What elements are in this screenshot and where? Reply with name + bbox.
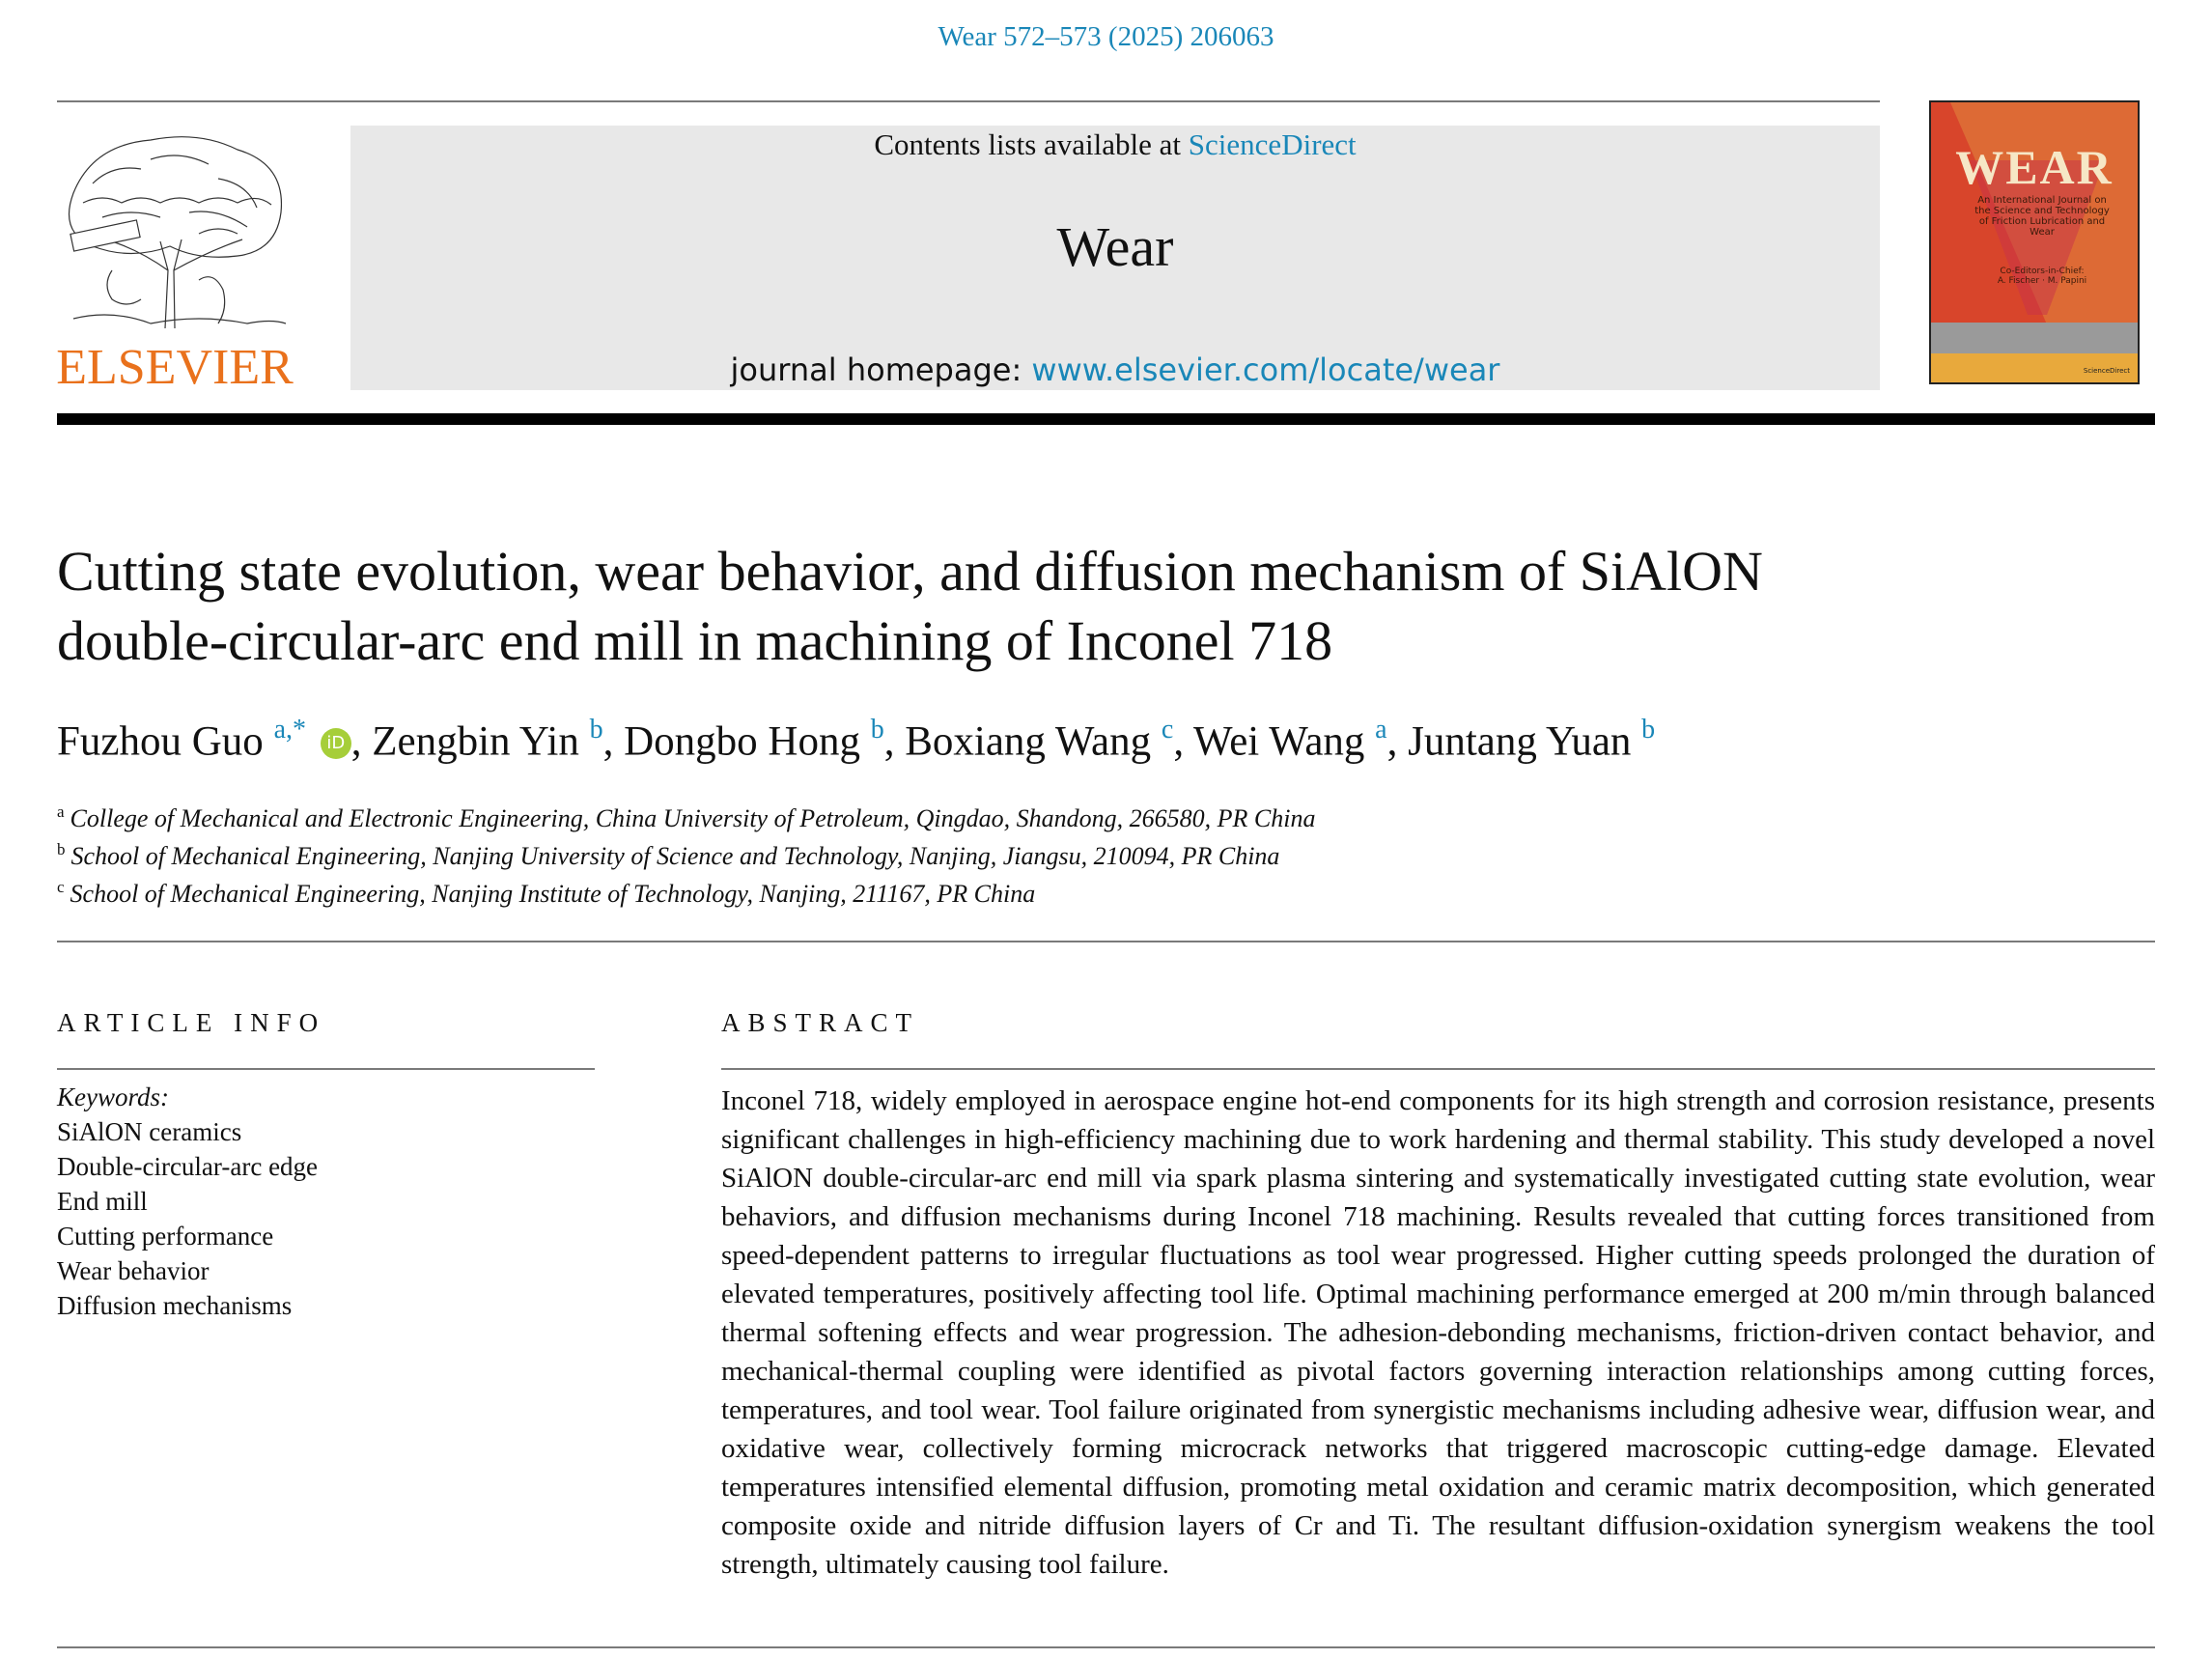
keyword-item: Cutting performance — [57, 1222, 274, 1251]
homepage-line — [350, 351, 1880, 388]
article-info-heading: ARTICLE INFO — [57, 1008, 326, 1037]
cover-editors — [1970, 267, 2114, 286]
affiliation-mark: c — [57, 878, 65, 896]
cover-editors-label: Co-Editors-in-Chief: — [2000, 267, 2085, 276]
affiliation-item — [57, 801, 2085, 839]
citation-link[interactable]: Wear 572–573 (2025) 206063 — [938, 21, 1274, 52]
keywords-block — [57, 1080, 595, 1323]
publisher-name: ELSEVIER — [56, 340, 294, 395]
author-affiliation-marker[interactable]: b — [589, 715, 603, 745]
article-info-rule — [57, 1068, 595, 1070]
author-name[interactable]: Dongbo Hong — [624, 718, 860, 765]
cover-editors-names: A. Fischer · M. Papini — [1997, 276, 2087, 286]
affiliation-mark: b — [57, 840, 66, 858]
abstract-text: Inconel 718, widely employed in aerospace engine hot-end components for its high strength and corrosion resistance, presents significant challenges in high-efficiency machining due to work hardening and thermal stability. This study developed a novel SiAlON double-circular-arc end mill via spark plasma sintering and systematically investigated cutting state evolution, wear behaviors, and diffusion mechanisms during Inconel 718 machining. Results revealed that cutting forces transitioned from speed-dependent patterns to irregular fluctuations as tool wear progressed. Higher cutting speeds prolonged the duration of elevated temperatures, positively affecting tool life. Optimal machining performance emerged at 200 m/min through balanced thermal softening effects and wear progression. The adhesion-debonding mechanisms, friction-driven contact behavior, and mechanical-thermal coupling were identified as pivotal factors governing interaction relationships among cutting forces, temperatures, and tool wear. Tool failure originated from synergistic mechanisms including adhesive wear, diffusion wear, and oxidative wear, collectively forming microcrack networks that triggered macroscopic cutting-edge damage. Elevated temperatures intensified elemental diffusion, promoting metal oxidation and ceramic matrix decomposition, which generated composite oxide and nitride diffusion layers of Cr and Ti. The resultant diffusion-oxidation synergism weakens the tool strength, ultimately causing tool failure. — [721, 1085, 2155, 1580]
contents-prefix: Contents lists available at — [874, 127, 1189, 161]
homepage-prefix: journal homepage: — [730, 351, 1032, 388]
affiliation-text: College of Mechanical and Electronic Engineering, China University of Petroleum, Qingdao, Shandong, 266580, PR China — [70, 804, 1316, 832]
keywords-label: Keywords: — [57, 1083, 169, 1111]
abstract-rule — [721, 1068, 2155, 1070]
keyword-item: Double-circular-arc edge — [57, 1152, 319, 1181]
journal-masthead — [350, 126, 1880, 390]
affiliation-text: School of Mechanical Engineering, Nanjing University of Science and Technology, Nanjing, Jiangsu, 210094, PR China — [70, 842, 1280, 870]
affiliation-list — [57, 801, 2085, 914]
title-line-2: double-circular-arc end mill in machining of Inconel 718 — [57, 609, 1333, 672]
author-name[interactable]: Wei Wang — [1193, 718, 1365, 765]
abstract-heading: ABSTRACT — [721, 1008, 920, 1037]
affiliation-mark: a — [57, 802, 65, 821]
journal-citation[interactable] — [0, 21, 2212, 53]
top-rule — [57, 100, 1880, 102]
cover-title: WEAR — [1955, 140, 2114, 194]
author-name[interactable]: Fuzhou Guo — [57, 718, 264, 765]
affiliation-item — [57, 839, 2085, 877]
keyword-item: SiAlON ceramics — [57, 1117, 242, 1146]
author-name[interactable]: Zengbin Yin — [372, 718, 579, 765]
tree-emblem-icon — [54, 126, 295, 333]
article-title — [57, 537, 1949, 676]
affiliation-text: School of Mechanical Engineering, Nanjing Institute of Technology, Nanjing, 211167, PR China — [70, 880, 1036, 908]
cover-subtitle: An International Journal on the Science and Technology of Friction Lubrication and Wear — [1974, 195, 2110, 238]
journal-name: Wear — [1056, 215, 1174, 278]
journal-cover-thumbnail[interactable] — [1929, 100, 2140, 384]
contents-line — [350, 127, 1880, 162]
publisher-logo — [54, 126, 295, 396]
author-affiliation-marker[interactable]: a — [1375, 715, 1387, 745]
author-affiliation-marker[interactable]: b — [870, 715, 884, 745]
orcid-icon[interactable]: iD — [321, 728, 351, 759]
author-affiliation-marker[interactable]: b — [1641, 715, 1656, 745]
homepage-link[interactable]: www.elsevier.com/locate/wear — [1031, 351, 1500, 388]
affiliation-item — [57, 877, 2085, 914]
heavy-rule — [57, 413, 2155, 425]
author-affiliation-marker[interactable]: a,* — [273, 715, 306, 745]
cover-band — [1931, 323, 2138, 353]
keyword-item: End mill — [57, 1187, 148, 1216]
section-rule — [57, 941, 2155, 942]
bottom-rule — [57, 1646, 2155, 1648]
keyword-item: Wear behavior — [57, 1256, 210, 1285]
author-affiliation-marker[interactable]: c — [1161, 715, 1174, 745]
author-name[interactable]: Juntang Yuan — [1408, 718, 1632, 765]
sciencedirect-link[interactable]: ScienceDirect — [1188, 127, 1357, 161]
keyword-item: Diffusion mechanisms — [57, 1291, 293, 1320]
author-name[interactable]: Boxiang Wang — [905, 718, 1152, 765]
author-list: Fuzhou Guo $^{a,*}$ iD , Zengbin Yin $^b$, Dongbo Hong $^b$, Boxiang Wang $^c$, Wei Wang $^a$, Juntang Yuan $^b$ — [57, 715, 1656, 765]
cover-publisher: ScienceDirect — [2083, 367, 2130, 375]
title-line-1: Cutting state evolution, wear behavior, and diffusion mechanism of SiAlON — [57, 540, 1763, 603]
